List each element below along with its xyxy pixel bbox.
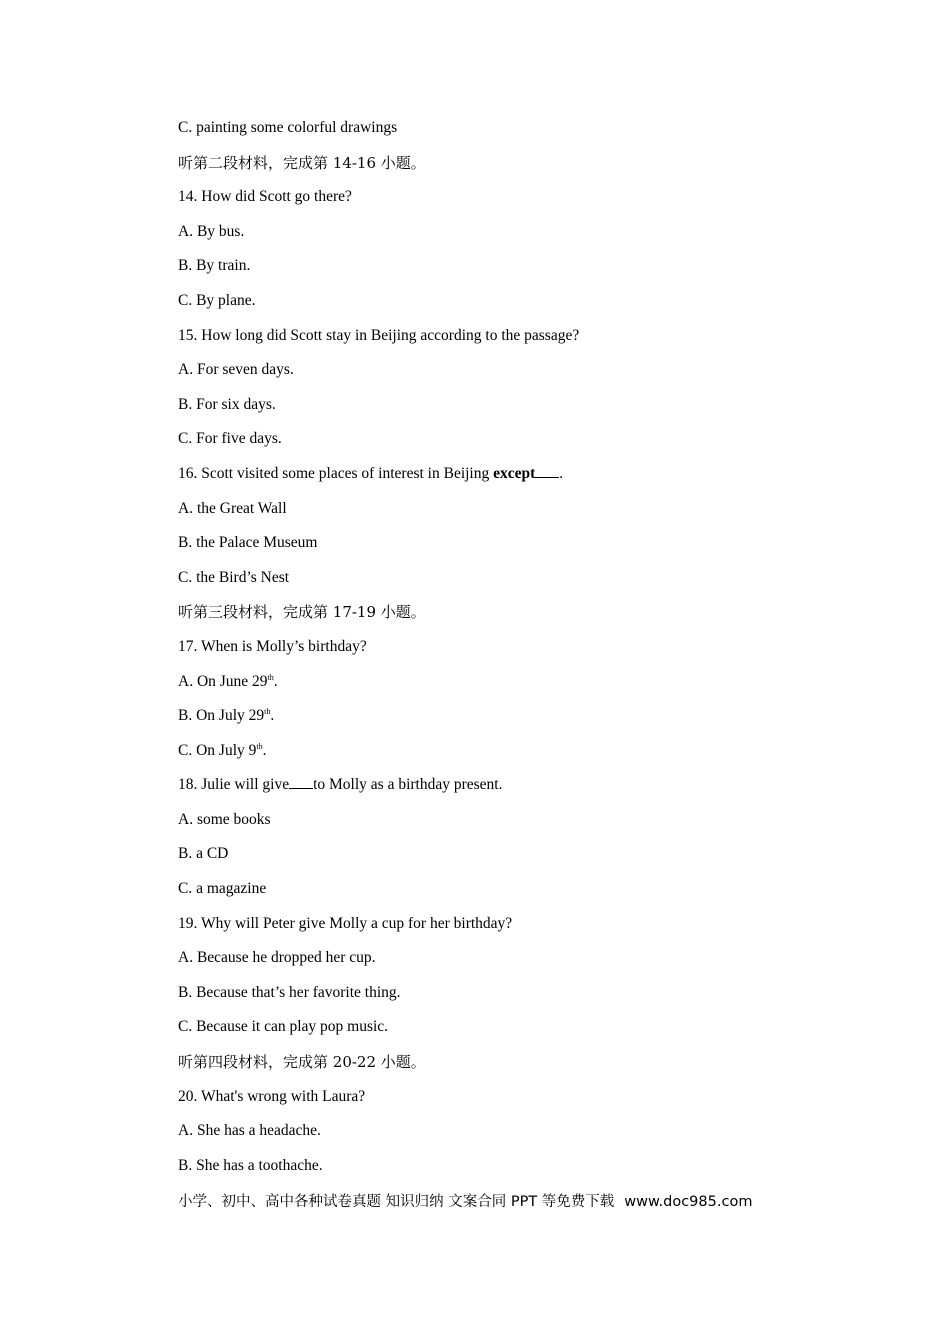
page-footer [178,1190,752,1211]
option-line: C. the Bird’s Nest [178,568,290,586]
option-line: B. By train. [178,257,251,275]
option-line: C. painting some colorful drawings [178,119,398,136]
question-line: 20. What's wrong with Laura? [178,1087,366,1105]
ordinal-suffix: th [256,741,263,751]
option-line: A. some books [178,810,271,828]
question-line: 17. When is Molly’s birthday? [178,637,367,655]
option-line [178,705,798,740]
question-text: . [559,464,564,482]
option-line: C. Because it can play pop music. [178,1018,389,1036]
option-text: C. On July 9 [178,741,257,759]
option-line: B. a CD [178,845,229,863]
option-text: . [273,672,278,690]
option-line [178,740,798,775]
option-line: B. Because that’s her favorite thing. [178,983,401,1001]
option-line: B. the Palace Museum [178,534,318,552]
ordinal-suffix: th [264,707,271,717]
footer-website-link[interactable]: www.doc985.com [624,1194,753,1210]
option-text: . [262,741,267,759]
answer-blank [535,463,559,478]
ordinal-suffix: th [267,672,274,682]
question-text: 18. Julie will give [178,776,290,794]
option-line: A. Because he dropped her cup. [178,949,376,967]
option-line: A. For seven days. [178,361,294,379]
footer-text: 小学、初中、高中各种试卷真题 知识归纳 文案合同 PPT 等免费下载 [178,1194,615,1210]
option-text: B. On July 29 [178,707,265,725]
question-line: 14. How did Scott go there? [178,188,352,206]
section-heading: 听第三段材料，完成第 17-19 小题。 [178,603,426,622]
question-text: to Molly as a birthday present. [313,776,503,794]
option-text: . [270,707,275,725]
option-line [178,671,798,706]
question-line [178,463,798,498]
option-line: A. the Great Wall [178,499,287,517]
option-line: C. a magazine [178,880,267,898]
section-heading: 听第四段材料，完成第 20-22 小题。 [178,1053,426,1072]
option-line: B. For six days. [178,395,276,413]
question-list [178,117,798,1189]
option-line: B. She has a toothache. [178,1156,323,1174]
question-text: 16. Scott visited some places of interest in Beijing [178,464,494,482]
option-line: C. For five days. [178,430,282,448]
option-line: C. By plane. [178,291,256,309]
option-line: A. By bus. [178,222,245,240]
emphasis-word: except [493,464,536,482]
option-text: A. On June 29 [178,672,268,690]
question-line [178,774,798,809]
answer-blank [289,774,313,789]
section-heading: 听第二段材料，完成第 14-16 小题。 [178,153,426,172]
question-line: 19. Why will Peter give Molly a cup for her birthday? [178,914,513,932]
option-line: A. She has a headache. [178,1122,321,1140]
question-line: 15. How long did Scott stay in Beijing according to the passage? [178,326,580,344]
